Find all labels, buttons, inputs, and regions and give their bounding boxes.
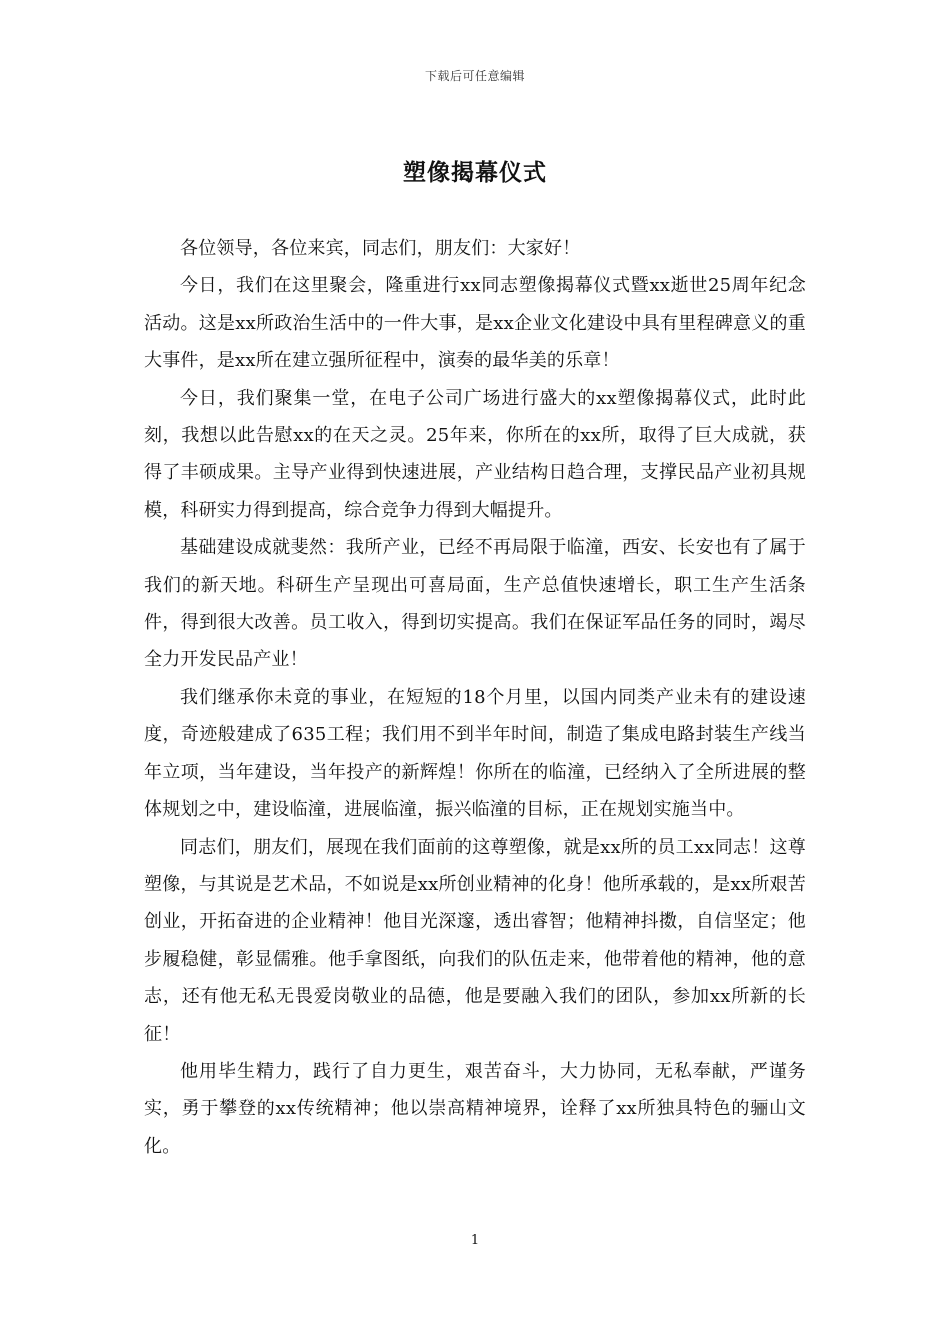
paragraph-1: 今日，我们在这里聚会，隆重进行xx同志塑像揭幕仪式暨xx逝世25周年纪念活动。这是xx所政治生活中的一件大事，是xx企业文化建设中具有里程碑意义的重大事件，是xx所在建立强所征程中，演奏的最华美的乐章！	[144, 275, 806, 372]
page-number: 1	[470, 1233, 480, 1248]
document-title: 塑像揭幕仪式	[403, 160, 547, 186]
paragraph-greeting: 各位领导，各位来宾，同志们，朋友们：大家好！	[180, 238, 581, 259]
paragraph-4: 我们继承你未竟的事业，在短短的18个月里，以国内同类产业未有的建设速度，奇迹般建成了635工程；我们用不到半年时间，制造了集成电路封装生产线当年立项，当年建设，当年投产的新辉煌！你所在的临潼，已经纳入了全所进展的整体规划之中，建设临潼，进展临潼，振兴临潼的目标，正在规划实施当中。	[144, 686, 806, 821]
paragraph-5: 同志们，朋友们，展现在我们面前的这尊塑像，就是xx所的员工xx同志！这尊塑像，与其说是艺术品，不如说是xx所创业精神的化身！他所承载的，是xx所艰苦创业，开拓奋进的企业精神！他目光深邃，透出睿智；他精神抖擞，自信坚定；他步履稳健，彰显儒雅。他手拿图纸，向我们的队伍走来，他带着他的精神，他的意志，还有他无私无畏爱岗敬业的品德，他是要融入我们的团队，参加xx所新的长征！	[144, 836, 806, 1045]
document-body	[144, 230, 806, 1165]
paragraph-2: 今日，我们聚集一堂，在电子公司广场进行盛大的xx塑像揭幕仪式，此时此刻，我想以此告慰xx的在天之灵。25年来，你所在的xx所，取得了巨大成就，获得了丰硕成果。主导产业得到快速进展，产业结构日趋合理，支撑民品产业初具规模，科研实力得到提高，综合竞争力得到大幅提升。	[144, 387, 806, 521]
header-note: 下载后可任意编辑	[424, 69, 525, 83]
paragraph-6: 他用毕生精力，践行了自力更生，艰苦奋斗，大力协同，无私奉献，严谨务实，勇于攀登的xx传统精神；他以崇高精神境界，诠释了xx所独具特色的骊山文化。	[144, 1060, 806, 1157]
paragraph-3: 基础建设成就斐然：我所产业，已经不再局限于临潼，西安、长安也有了属于我们的新天地。科研生产呈现出可喜局面，生产总值快速增长，职工生产生活条件，得到很大改善。员工收入，得到切实提高。我们在保证军品任务的同时，竭尽全力开发民品产业！	[144, 537, 806, 671]
